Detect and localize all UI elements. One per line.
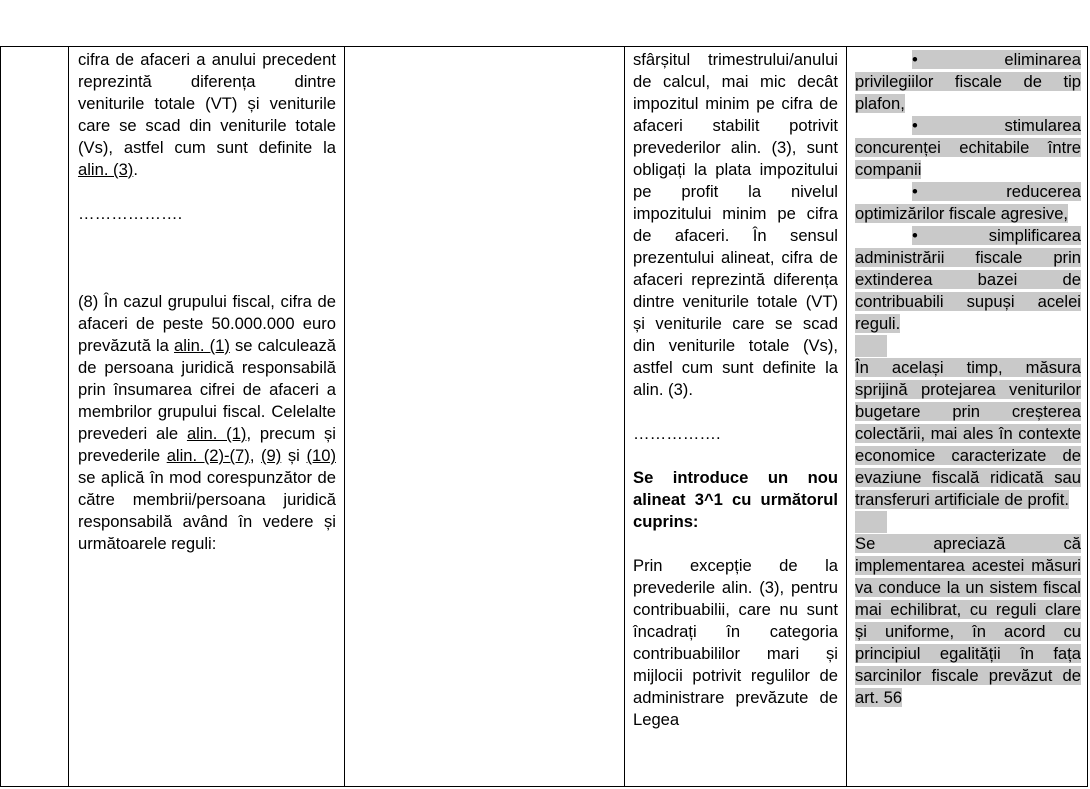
column-current-text <box>78 49 336 555</box>
column-divider <box>846 47 847 786</box>
paragraph-balanced-system: Se apreciază că implementarea acestei măsuri va conduce la un sistem fiscal mai echilibrat, cu reguli clare și uniforme, în acord cu principiul egalității în fața sarcinilor fiscale prevăzut de art. 56 <box>855 534 1081 707</box>
paragraph-fiscal-group: (8) În cazul grupului fiscal, cifra de afaceri de peste 50.000.000 euro prevăzută la alin. (1) se calculează de persoana juridică responsabilă prin însumarea cifrei de afaceri a membrilor grupului fiscal. Celelalte prevederi ale alin. (1), precum și prevederile alin. (2)-(7), (9) și (10) se aplică în mod corespunzător de către membrii/persoana juridică responsabilă având în vedere și următoarele reguli: <box>78 292 337 553</box>
paragraph-budget-protection: În același timp, măsura sprijină protejarea veniturilor bugetare prin creșterea colectării, mai ales în contexte economice caracterizate de evaziune fiscală ridicată sau transferuri artificiale de profit. <box>855 358 1081 509</box>
table-border-right <box>1087 47 1088 786</box>
link-alin-2-7[interactable]: alin. (2)-(7) <box>166 446 250 465</box>
column-proposed-text <box>633 49 838 731</box>
bullet-stimulate-competition: • stimularea concurenței echitabile între companii <box>855 116 1081 179</box>
highlight-gap <box>855 511 887 533</box>
column-motivation <box>855 49 1081 709</box>
ellipsis: ……………. <box>633 424 721 443</box>
heading-new-paragraph: Se introduce un nou alineat 3^1 cu următorul cuprins: <box>633 468 838 531</box>
paragraph-minimum-tax: sfârșitul trimestrului/anului de calcul, mai mic decât impozitul minim pe cifra de afaceri stabilit potrivit prevederilor alin. (3), sunt obligați la plata impozitului pe profit la nivelul impozitului minim pe cifra de afaceri. În sensul prezentului alineat, cifra de afaceri reprezintă diferența dintre veniturile totale (VT) și veniturile care se scad din veniturile totale (Vs), astfel cum sunt definite la alin. (3). <box>633 50 838 399</box>
paragraph-exception: Prin excepție de la prevederile alin. (3), pentru contribuabilii, care nu sunt încadrați în categoria contribuabililor mari și mijlocii potrivit regulilor de administrare prevăzute de Legea <box>633 556 838 729</box>
bullet-simplify-administration: • simplificarea administrării fiscale prin extinderea bazei de contribuabili supuși acelei reguli. <box>855 226 1081 333</box>
link-alin-9[interactable]: (9) <box>261 446 282 465</box>
paragraph-turnover-definition: cifra de afaceri a anului precedent reprezintă diferența dintre veniturile totale (VT) și veniturile care se scad din veniturile totale (Vs), astfel cum sunt definite la alin. (3). <box>78 50 336 179</box>
column-divider <box>344 47 345 786</box>
table-border-left <box>0 47 1 786</box>
column-divider <box>68 47 69 786</box>
document-table <box>0 46 1088 787</box>
link-alin-1-second[interactable]: alin. (1) <box>186 424 247 443</box>
ellipsis: ………………. <box>78 204 183 223</box>
bullet-eliminate-privileges: • eliminarea privilegiilor fiscale de tip plafon, <box>855 50 1081 113</box>
highlight-gap <box>855 335 887 357</box>
link-alin-3[interactable]: alin. (3) <box>78 160 134 179</box>
link-alin-1[interactable]: alin. (1) <box>174 336 230 355</box>
link-alin-10[interactable]: (10) <box>306 446 336 465</box>
column-divider <box>624 47 625 786</box>
bullet-reduce-optimizations: • reducerea optimizărilor fiscale agresive, <box>855 182 1081 223</box>
